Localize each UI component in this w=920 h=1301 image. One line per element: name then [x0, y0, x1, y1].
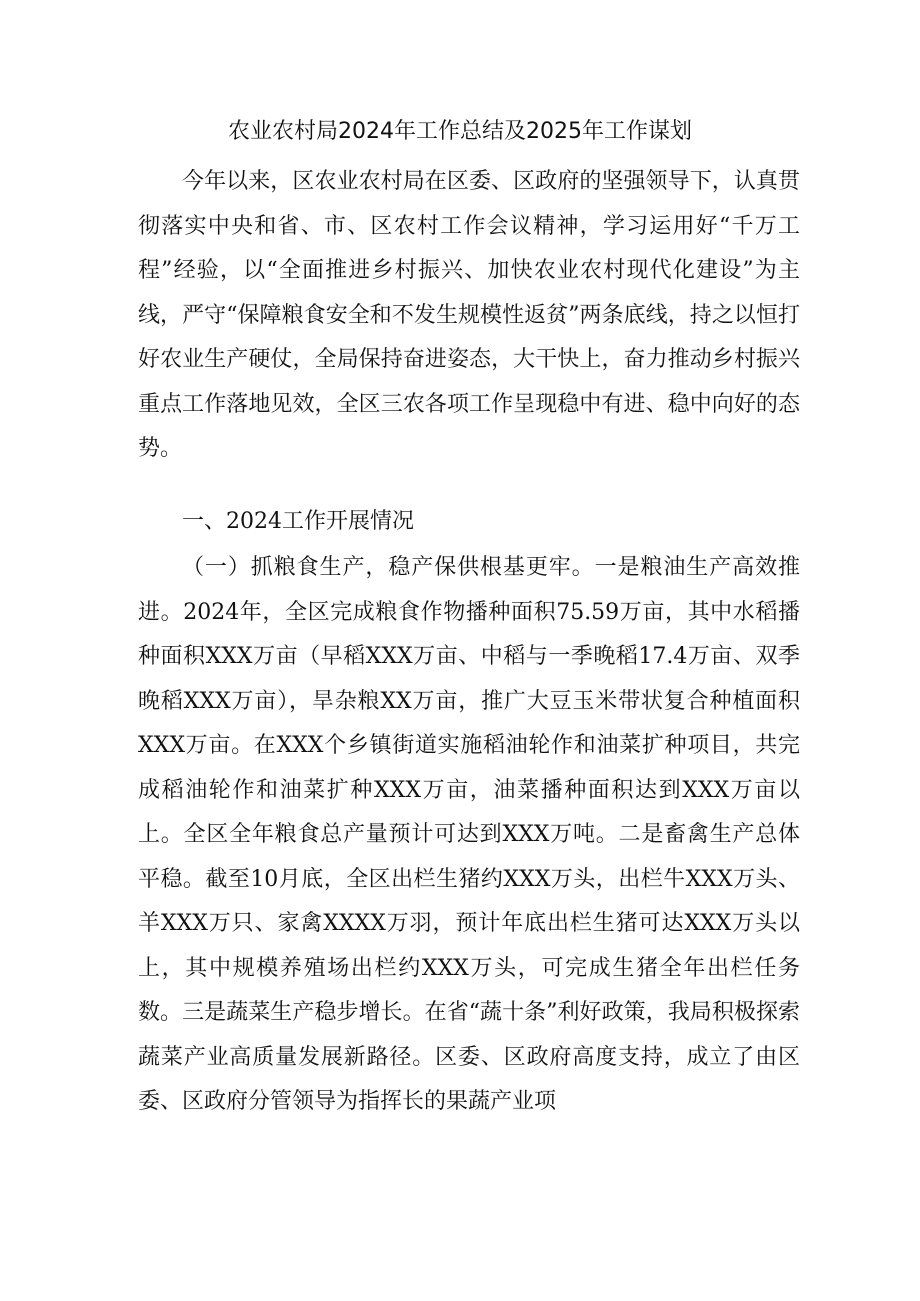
document-title: 农业农村局2024年工作总结及2025年工作谋划 [228, 119, 692, 144]
body-paragraph: （一）抓粮食生产，稳产保供根基更牢。一是粮油生产高效推进。2024年，全区完成粮食作物播种面积75.59万亩，其中水稻播种面积XXX万亩（早稻XXX万亩、中稻与一季晚稻17.4万亩、双季晚稻XXX万亩），旱杂粮XX万亩，推广大豆玉米带状复合种植面积XXX万亩。在XXX个乡镇街道实施稻油轮作和油菜扩种项目，共完成稻油轮作和油菜扩种XXX万亩，油菜播种面积达到XXX万亩以上。全区全年粮食总产量预计可达到XXX万吨。二是畜禽生产总体平稳。截至10月底，全区出栏生猪约XXX万头，出栏牛XXX万头、羊XXX万只、家禽XXXX万羽，预计年底出栏生猪可达XXX万头以上，其中规模养殖场出栏约XXX万头，可完成生猪全年出栏任务数。三是蔬菜生产稳步增长。在省“蔬十条”利好政策，我局积极探索蔬菜产业高质量发展新路径。区委、区政府高度支持，成立了由区委、区政府分管领导为指挥长的果蔬产业项 [138, 555, 800, 1114]
section-heading: 一、2024工作开展情况 [182, 509, 414, 534]
intro-paragraph: 今年以来，区农业农村局在区委、区政府的坚强领导下，认真贯彻落实中央和省、市、区农村工作会议精神，学习运用好“千万工程”经验，以“全面推进乡村振兴、加快农业农村现代化建设”为主线，严守“保障粮食安全和不发生规模性返贫”两条底线，持之以恒打好农业生产硬仗，全局保持奋进姿态，大干快上，奋力推动乡村振兴重点工作落地见效，全区三农各项工作呈现稳中有进、稳中向好的态势。 [138, 169, 800, 461]
